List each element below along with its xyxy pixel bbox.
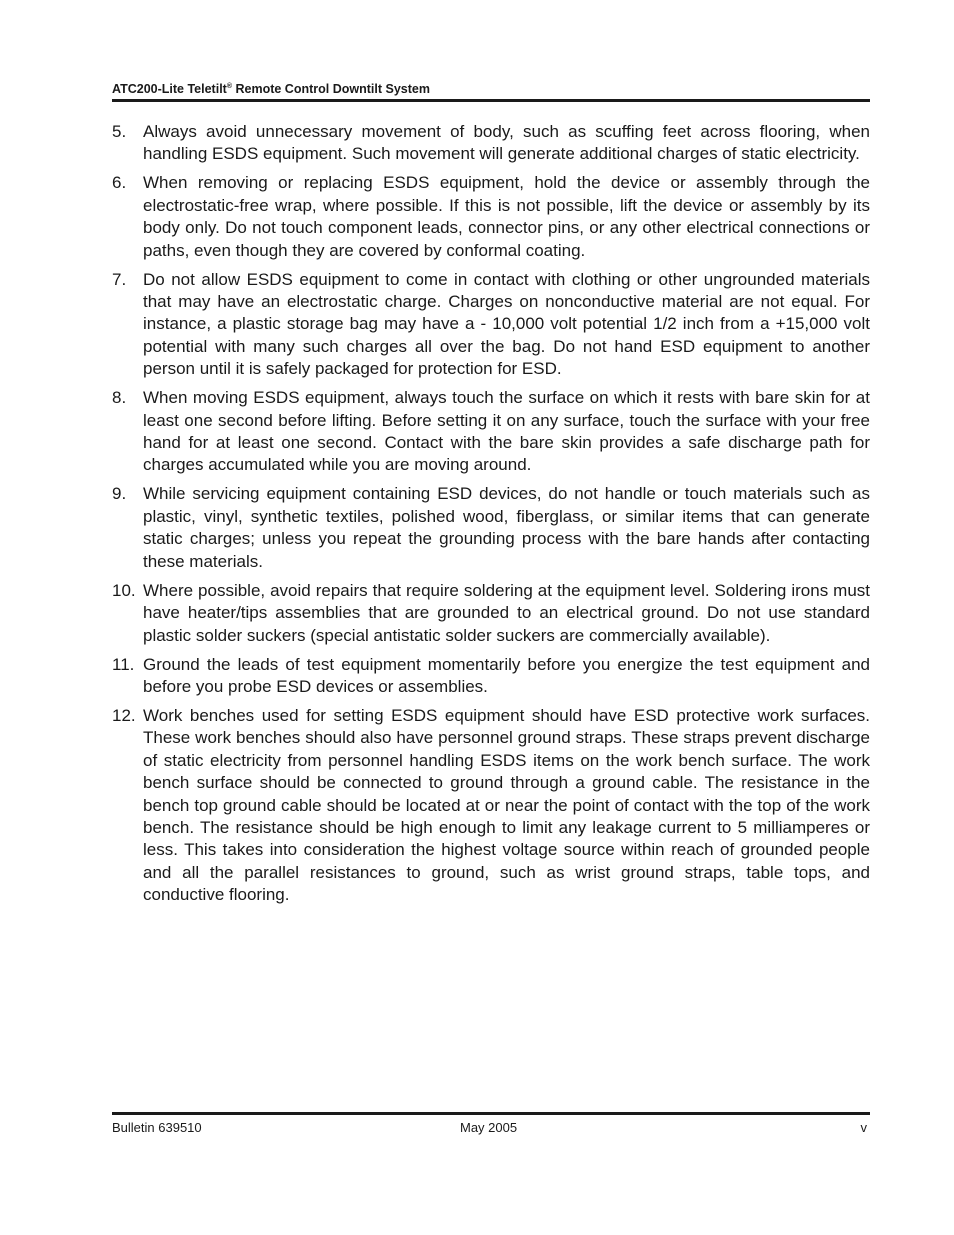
- registered-mark: ®: [226, 83, 233, 90]
- list-item: [112, 172, 870, 262]
- list-item: [112, 387, 870, 477]
- list-item-text: Always avoid unnecessary movement of body, such as scuffing feet across flooring, when handling ESDS equipment. Such movement will generate additional charges of static electricity.: [143, 122, 870, 164]
- list-item-text: Do not allow ESDS equipment to come in contact with clothing or other ungrounded materials that may have an electrostatic charge. Charges on nonconductive material are not equal. For instance, a plastic storage bag may have a - 10,000 volt potential 1/2 inch from a +15,000 volt potential with many such charges all over the bag. Do not hand ESD equipment to another person until it is safely packaged for protection for ESD.: [143, 269, 870, 379]
- list-item-text: While servicing equipment containing ESD devices, do not handle or touch materials such as plastic, vinyl, synthetic textiles, polished wood, fiberglass, or similar items that can generate static charges; unless you repeat the grounding process with the bare hands after contacting these materials.: [143, 484, 870, 571]
- list-item-text: When moving ESDS equipment, always touch the surface on which it rests with bare skin for at least one second before lifting. Before setting it on any surface, touch the surface with your free hand for at least one second. Contact with the bare skin provides a safe discharge path for charges accumulated while you are moving around.: [143, 388, 870, 475]
- list-item: [112, 654, 870, 699]
- list-item-number: 7.: [112, 269, 127, 289]
- list-item-number: 11.: [112, 654, 135, 674]
- header-title: ATC200-Lite Teletilt® Remote Control Downtilt System: [112, 82, 430, 96]
- list-item-text: When removing or replacing ESDS equipment, hold the device or assembly through the electrostatic-free wrap, where possible. If this is not possible, lift the device or assembly by its body only. Do not touch component leads, connector pins, or any other electrical connections or paths, even though they are covered by conformal coating.: [143, 173, 870, 260]
- list-item-text: Where possible, avoid repairs that require soldering at the equipment level. Soldering irons must have heater/tips assemblies that are grounded to an electrical ground. Do not use standard plastic solder suckers (special antistatic solder suckers are commercially available).: [143, 580, 870, 645]
- list-item-number: 10.: [112, 580, 136, 600]
- page-header: [112, 81, 870, 102]
- list-item-number: 9.: [112, 484, 127, 504]
- document-body: [112, 121, 870, 913]
- list-item-number: 8.: [112, 388, 127, 408]
- list-item-number: 5.: [112, 122, 127, 141]
- list-item-number: 6.: [112, 173, 127, 193]
- list-item: [112, 483, 870, 573]
- list-item-text: Ground the leads of test equipment momentarily before you energize the test equipment and before you probe ESD devices or assemblies.: [143, 654, 870, 696]
- list-item: [112, 269, 870, 381]
- list-item: [112, 121, 870, 166]
- page-footer: [112, 1112, 870, 1135]
- list-item: [112, 705, 870, 907]
- list-item-text: Work benches used for setting ESDS equipment should have ESD protective work surfaces. These work benches should also have personnel ground straps. These straps prevent discharge of static electricity from personnel handling ESDS items on the work bench surface. The work bench surface should be connected to ground through a ground cable. The resistance in the bench top ground cable should be located at or near the point of contact with the top of the work bench. The resistance should be high enough to limit any leakage current to 5 milliamperes or less. This takes into consideration the highest voltage source within reach of grounded people and all the parallel resistances to ground, such as wrist ground straps, table tops, and conductive flooring.: [143, 705, 870, 905]
- publication-date: May 2005: [460, 1120, 518, 1135]
- page-number: v: [860, 1120, 867, 1135]
- list-item-number: 12.: [112, 705, 136, 725]
- list-item: [112, 580, 870, 647]
- bulletin-number: Bulletin 639510: [112, 1120, 202, 1135]
